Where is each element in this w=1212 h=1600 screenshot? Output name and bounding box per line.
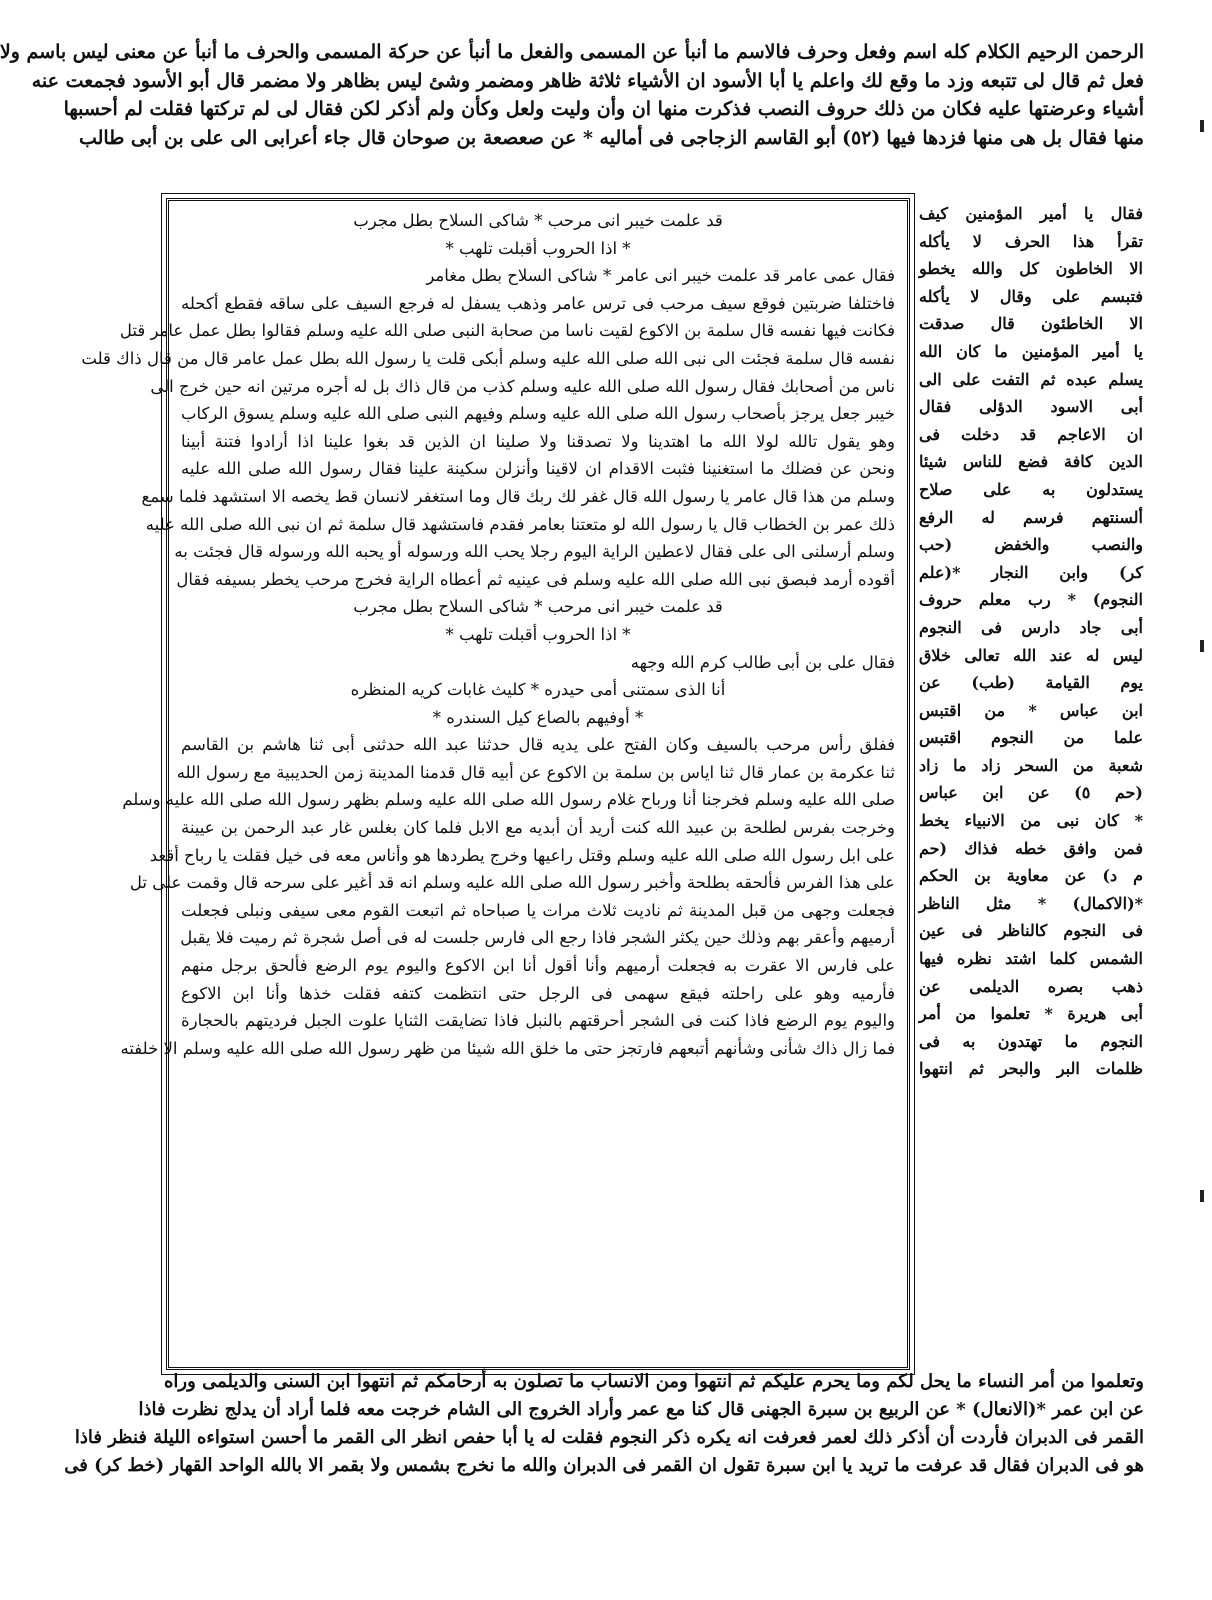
text-line: فقال عمى عامر قد علمت خيبر انى عامر * شاكى السلاح بطل مغامر [426,266,895,286]
margin-line: أبى هريرة * تعلموا من أمر [919,1004,1143,1024]
margin-line: شعبة من السحر زاد ما زاد [919,755,1143,775]
text-line: فأرميه وهو على راحلته فيقع سهمى فى الرجل حتى انتظمت كتفه فقلت خذها وأنا ابن الاكوع [181,983,895,1003]
margin-line: يستدلون به على صلاح [919,479,1143,499]
margin-line: أبى الاسود الدؤلى فقال [919,397,1143,417]
margin-line: الا الخاطون كل والله يخطو [919,259,1143,279]
text-line: ففلق رأس مرحب بالسيف وكان الفتح على يديه قال حدثنا عبد الله حدثنى أبى ثنا هاشم بن القاسم [181,735,895,755]
margin-line: كر) وابن النجار *(علم [919,562,1143,582]
bottom-line: القمر فى الدبران فأردت أن أذكر ذلك لعمر فعرفت انه يكره ذكر النجوم فقلت له يا أبا حفص انظر الى القمر ما أحسن استواءه الليلة فنظر فاذا [74,1427,1144,1448]
margin-line: الدين كافة فضع للناس شيئا [919,452,1143,472]
text-line: فما زال ذاك شأنى وشأنهم أتبعهم فارتجز حتى ما خلق الله شيئا من ظهر رسول الله صلى الله عليه وسلم الا خلفته [120,1038,895,1058]
scan-speck [1200,1190,1204,1202]
text-line: واليوم يوم الرضع فاذا كنت فى الشجر أحرقتهم بالنبل فاذا تضايقت الثنايا علوت الجبل فرديتهم بالحجارة [181,1011,895,1031]
text-line: على هذا الفرس فألحقه بطلحة وأخبر رسول الله صلى الله عليه وسلم انه قد أغير على سرحه قال وقمت على تل [129,873,895,893]
framed-text-lines [81,207,895,1361]
hadith-number: (٥٢) [841,126,881,149]
bottom-line: هو فى الدبران فقال قد عرفت ما تريد يا ابن سبرة تقول ان القمر فى الدبران والله ما نخرج بشمس ولا بقمر الا بالله الواحد القهار (خط كر) فى [64,1455,1144,1476]
scan-speck [1200,640,1204,652]
margin-line: (حم ٥) عن ابن عباس [919,783,1143,803]
margin-line: يوم القيامة (طب) عن [919,673,1143,693]
margin-line: * كان نبى من الانبياء يخط [919,811,1143,831]
top-line: فعل ثم قال لى تتبعه وزد ما وقع لك واعلم يا أبا الأسود ان الأشياء ثلاثة ظاهر ومضمر وشئ ليس بظاهر ولا مضمر قال أبو الأسود فجمعت عنه [31,69,1144,92]
margin-line: ان الاعاجم قد دخلت فى [919,424,1143,444]
margin-line: النجوم) * رب معلم حروف [919,590,1143,610]
verse-line: * اذا الحروب أقبلت تلهب * [445,624,631,644]
margin-line: الشمس كلما اشتد نظره فيها [919,949,1143,969]
margin-line: يسلم عبده ثم التفت على الى [919,369,1143,389]
top-text-block [0,38,1144,152]
margin-line: م د) عن معاوية بن الحكم [919,866,1143,886]
text-line: ثنا عكرمة بن عمار قال ثنا اياس بن سلمة بن الاكوع عن أبيه قال قدمنا المدينة زمن الحديبية مع رسول الله [176,762,895,782]
margin-line: الا الخاطئون قال صدقت [919,314,1143,334]
margin-line: والنصب والخفض (حب [919,535,1143,555]
margin-line: يا أمير المؤمنين ما كان الله [919,341,1143,361]
bottom-line: وتعلموا من أمر النساء ما يحل لكم وما يحرم عليكم ثم انتهوا ومن الانساب ما تصلون به أرحامكم ثم انتهوا ابن السنى والديلمى وراه [164,1371,1144,1392]
text-line: وهو يقول تالله لولا الله ما اهتدينا ولا تصدقنا ولا صلينا ان الذين قد بغوا علينا اذا أرادوا فتنة أبينا [181,431,895,451]
margin-line: أبى جاد دارس فى النجوم [919,617,1143,637]
text-line: وخرجت بفرس لطلحة بن عبيد الله كنت أريد أن أبديه مع الابل فلما كان بغلس غار عبد الرحمن بن عيينة [181,818,895,838]
scan-speck [1200,120,1204,132]
text-line: فقال على بن أبى طالب كرم الله وجهه [630,652,895,672]
text-line: أرميهم وأعقر بهم وذلك حين يكثر الشجر فاذا رجع الى فارس جلست له فى أصل شجرة ثم رميت فلا يقبل [180,928,895,948]
margin-line: ألسنتهم فرسم له الرفع [919,507,1143,527]
margin-line: النجوم ما تهتدون به فى [919,1031,1143,1051]
verse-line: أنا الذى سمتنى أمى حيدره * كليث غابات كريه المنظره [350,680,726,700]
margin-line: فتبسم على وقال لا يأكله [919,286,1143,306]
margin-line: *(الاكمال) * مثل الناظر [919,893,1143,913]
verse-line: * اذا الحروب أقبلت تلهب * [445,238,631,258]
text-line: على ابل رسول الله صلى الله عليه وسلم وقتل راعيها وخرج يطردها هو وأناس معه فى خيل فقلت يا رباح أقعد [149,845,895,865]
text-line: خيبر جعل يرجز بأصحاب رسول الله صلى الله عليه وسلم وفيهم النبى صلى الله عليه وسلم يسوق الركاب [181,404,895,424]
top-line-start: منها فقال بل هى منها فزدها فيها [886,126,1144,149]
margin-line: فمن وافق خطه فذاك (حم [919,838,1143,858]
text-line: وسلم من هذا قال عامر يا رسول الله قال غفر لك ربك قال وما استغفر لانسان قط يخصه الا استشهد فلما سمع [141,486,895,506]
verse-line: قد علمت خيبر انى مرحب * شاكى السلاح بطل مجرب [353,597,723,617]
text-line: ونحن عن فضلك ما استغنينا فثبت الاقدام ان لاقينا وأنزلن سكينة علينا فقال رسول الله صلى الله عليه [181,459,895,479]
bottom-line: عن ابن عمر *(الانعال) * عن الربيع بن سبرة الجهنى قال كنا مع عمر وأراد الخروج الى الشام خرجت معه فلما أراد أن يدلج نظرت فاذا [138,1399,1144,1420]
text-line: فكانت فيها نفسه قال سلمة بن الاكوع لقيت ناسا من صحابة النبى صلى الله عليه وسلم فقالوا بطل عمل عامر قتل [119,321,895,341]
margin-line: فقال يا أمير المؤمنين كيف [919,204,1143,223]
text-line: صلى الله عليه وسلم فخرجنا أنا ورباح غلام رسول الله صلى الله عليه وسلم بظهر رسول الله صلى الله عليه وسلم [122,790,895,810]
margin-line: ليس له عند الله تعالى خلاق [919,645,1143,665]
margin-line: تقرأ هذا الحرف لا يأكله [919,231,1143,251]
verse-line: قد علمت خيبر انى مرحب * شاكى السلاح بطل مجرب [353,211,723,230]
framed-main-text [81,198,910,1370]
text-line: أقوده أرمد فبصق نبى الله صلى الله عليه وسلم فى عينيه ثم أعطاه الراية فخرج مرحب يخطر بسيفه فقال [176,569,895,589]
margin-line: ذهب بصره الديلمى عن [919,976,1143,996]
bottom-text-block [64,1368,1144,1480]
text-line: وسلم أرسلنى الى على فقال لاعطين الراية اليوم رجلا يحب الله ورسوله أو يحبه الله ورسوله قال فجئت به [174,542,895,562]
top-line-with-hadith-number [78,124,1144,153]
text-line: ذلك عمر بن الخطاب قال يا رسول الله لو متعتنا بعامر فقدم فاستشهد قال سلمة ثم ان نبى الله صلى الله عليه [145,514,895,534]
margin-commentary-column [919,200,1143,1083]
top-line-rest: أبو القاسم الزجاجى فى أماليه * عن صعصعة بن صوحان قال جاء أعرابى الى على بن أبى طالب [78,126,836,149]
margin-line: علما من النجوم اقتبس [919,728,1143,748]
margin-line: فى النجوم كالناظر فى عين [919,921,1143,941]
text-line: فجعلت وجهى من قبل المدينة ثم ناديت ثلاث مرات يا صباحاه ثم اتبعت القوم معى سيفى ونبلى فجعلت [181,900,895,920]
text-line: نفسه قال سلمة فجئت الى نبى الله صلى الله عليه وسلم أبكى قلت يا رسول الله بطل عمل عامر قال من قال ذاك قلت [81,348,895,368]
margin-line: ابن عباس * من اقتبس [919,700,1143,720]
top-line: أشياء وعرضتها عليه فكان من ذلك حروف النصب فذكرت منها ان وأن وليت ولعل وكأن ولم أذكر لكن فقال لى لم تركتها فقلت لم أحسبها [63,98,1144,120]
verse-line: * أوفيهم بالصاع كيل السندره * [432,707,644,727]
text-line: فاختلفا ضربتين فوقع سيف مرحب فى ترس عامر وذهب يسفل له فرجع السيف على ساقه فقطع أكحله [181,293,895,313]
text-line: ناس من أصحابك فقال رسول الله صلى الله عليه وسلم كذب من قال ذاك بل له أجره مرتين انه حين خرج الى [150,376,895,396]
top-line: الرحمن الرحيم الكلام كله اسم وفعل وحرف فالاسم ما أنبأ عن المسمى والفعل ما أنبأ عن حركة المسمى والحرف ما أنبأ عن معنى ليس باسم ولا [0,41,1144,63]
margin-line: ظلمات البر والبحر ثم انتهوا [919,1059,1143,1079]
text-line: على فارس الا عقرت به فجعلت أرميهم وأنا أقول أنا ابن الاكوع واليوم يوم الرضع فألحق برجل منهم [181,956,895,976]
